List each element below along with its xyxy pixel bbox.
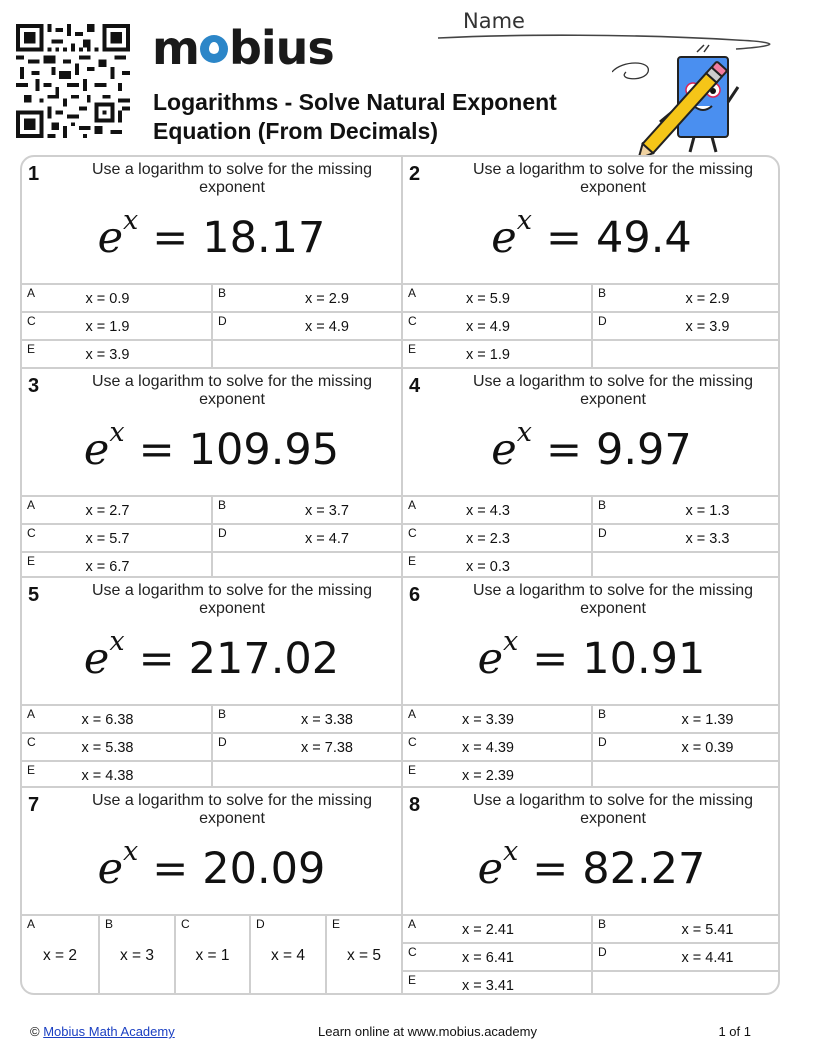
equation-value: 9.97 bbox=[595, 424, 692, 475]
option-letter: A bbox=[408, 497, 417, 512]
empty-cell bbox=[591, 760, 780, 788]
answer-option-a[interactable] bbox=[403, 914, 591, 942]
option-value: x = 4.38 bbox=[81, 768, 134, 784]
equation: $e^x = 20.09$ bbox=[97, 835, 326, 894]
option-letter: C bbox=[27, 735, 36, 749]
problem-7 bbox=[22, 786, 401, 996]
problem-2 bbox=[401, 157, 780, 367]
problem-number: 4 bbox=[409, 374, 421, 397]
answer-option-d[interactable] bbox=[249, 914, 325, 996]
problem-instruction: Use a logarithm to solve for the missing exponent bbox=[472, 582, 754, 617]
answer-option-b[interactable] bbox=[591, 704, 780, 732]
option-letter: C bbox=[408, 944, 417, 959]
option-letter: C bbox=[408, 735, 417, 749]
option-letter: A bbox=[27, 707, 36, 721]
option-letter: C bbox=[408, 314, 417, 328]
empty-cell bbox=[211, 339, 401, 367]
option-value: x = 1 bbox=[195, 946, 230, 964]
problem-number: 7 bbox=[28, 793, 40, 816]
option-letter: A bbox=[27, 497, 36, 512]
option-value: x = 4 bbox=[270, 946, 306, 964]
answer-option-e[interactable] bbox=[325, 914, 401, 996]
answer-option-a[interactable] bbox=[22, 495, 211, 523]
option-value: x = 5.7 bbox=[85, 530, 130, 547]
option-value: x = 3.9 bbox=[685, 319, 730, 335]
option-value: x = 2.9 bbox=[305, 291, 349, 307]
mascot-pencil-icon bbox=[612, 42, 742, 157]
option-value: x = 4.3 bbox=[466, 502, 510, 519]
empty-cell bbox=[211, 551, 401, 579]
footer-learn-online: Learn online at www.mobius.academy bbox=[318, 1024, 537, 1039]
option-letter: A bbox=[27, 916, 36, 931]
answer-option-b[interactable] bbox=[98, 914, 174, 996]
equation-base: e bbox=[477, 634, 504, 684]
page-title: Logarithms - Solve Natural Exponent Equation (From Decimals) bbox=[153, 89, 557, 144]
name-label: Name bbox=[463, 9, 525, 33]
equation-value: 217.02 bbox=[188, 634, 340, 684]
problem-instruction: Use a logarithm to solve for the missing exponent bbox=[91, 161, 373, 196]
problem-instruction: Use a logarithm to solve for the missing exponent bbox=[472, 372, 754, 408]
equation: $e^x = 82.27$ bbox=[477, 835, 706, 894]
option-letter: B bbox=[218, 286, 227, 300]
answer-choices bbox=[22, 914, 401, 996]
option-value: x = 3.39 bbox=[462, 712, 514, 728]
option-letter: E bbox=[408, 553, 417, 568]
answer-option-c[interactable] bbox=[403, 311, 591, 339]
problem-instruction: Use a logarithm to solve for the missing exponent bbox=[91, 791, 373, 827]
option-letter: D bbox=[598, 525, 607, 540]
answer-option-c[interactable] bbox=[174, 914, 249, 996]
answer-option-b[interactable] bbox=[591, 495, 780, 523]
option-letter: E bbox=[332, 916, 341, 931]
answer-option-b[interactable] bbox=[211, 283, 401, 311]
equation-base: e bbox=[97, 843, 124, 894]
answer-option-a[interactable] bbox=[403, 704, 591, 732]
option-value: x = 2.39 bbox=[462, 768, 514, 784]
answer-option-d[interactable] bbox=[591, 311, 780, 339]
equation-base: e bbox=[491, 213, 517, 263]
problem-number: 6 bbox=[409, 584, 421, 606]
option-letter: B bbox=[218, 497, 227, 512]
problem-instruction: Use a logarithm to solve for the missing exponent bbox=[91, 582, 373, 617]
equation-base: e bbox=[97, 213, 124, 263]
answer-option-d[interactable] bbox=[211, 311, 401, 339]
equation-exponent: x bbox=[503, 626, 519, 657]
option-value: x = 3.38 bbox=[301, 712, 353, 728]
option-letter: C bbox=[27, 314, 36, 328]
option-value: x = 3.41 bbox=[462, 977, 514, 994]
answer-option-c[interactable] bbox=[403, 732, 591, 760]
option-letter: A bbox=[408, 916, 417, 931]
option-letter: B bbox=[598, 286, 607, 300]
option-letter: D bbox=[256, 916, 265, 931]
equation-value: 109.95 bbox=[188, 424, 340, 475]
answer-option-c[interactable] bbox=[22, 732, 211, 760]
equation: $e^x = 18.17$ bbox=[97, 205, 326, 263]
equation-exponent: x bbox=[516, 416, 532, 448]
option-value: x = 6.41 bbox=[462, 949, 514, 966]
problem-instruction: Use a logarithm to solve for the missing exponent bbox=[91, 372, 373, 408]
equation: $e^x = 109.95$ bbox=[83, 416, 340, 475]
answer-option-a[interactable] bbox=[22, 283, 211, 311]
option-letter: D bbox=[598, 314, 607, 328]
answer-choices bbox=[403, 914, 780, 996]
answer-choices bbox=[403, 283, 780, 367]
option-value: x = 5 bbox=[346, 946, 382, 964]
equation-exponent: x bbox=[503, 835, 519, 867]
option-value: x = 4.7 bbox=[305, 530, 349, 547]
answer-option-c[interactable] bbox=[22, 311, 211, 339]
problem-number: 8 bbox=[409, 793, 421, 816]
option-value: x = 6.38 bbox=[81, 712, 134, 728]
option-letter: C bbox=[408, 525, 417, 540]
problem-grid bbox=[20, 155, 780, 995]
option-letter: E bbox=[27, 342, 36, 356]
equation-base: e bbox=[83, 424, 110, 475]
option-value: x = 2.3 bbox=[466, 530, 510, 547]
option-letter: E bbox=[27, 553, 36, 568]
answer-option-d[interactable] bbox=[211, 732, 401, 760]
option-letter: A bbox=[27, 286, 36, 300]
equation-exponent: x bbox=[516, 205, 532, 236]
answer-option-e[interactable] bbox=[403, 339, 591, 367]
answer-option-b[interactable] bbox=[211, 495, 401, 523]
copyright-symbol: © bbox=[30, 1024, 40, 1039]
option-value: x = 3 bbox=[119, 946, 155, 964]
equation-base: e bbox=[491, 424, 517, 475]
equation-value: 20.09 bbox=[202, 843, 326, 894]
option-value: x = 4.9 bbox=[305, 319, 349, 335]
answer-option-d[interactable] bbox=[591, 942, 780, 970]
page-number: 1 of 1 bbox=[718, 1024, 751, 1039]
mobius-logo: m bius bbox=[152, 21, 334, 75]
logo-drop-icon bbox=[200, 35, 228, 63]
option-value: x = 1.9 bbox=[466, 347, 510, 363]
option-letter: B bbox=[218, 707, 227, 721]
answer-option-d[interactable] bbox=[591, 732, 780, 760]
answer-option-e[interactable] bbox=[22, 760, 211, 788]
option-value: x = 3.3 bbox=[685, 530, 730, 547]
option-letter: D bbox=[598, 735, 607, 749]
option-value: x = 2.41 bbox=[462, 921, 514, 938]
equation-base: e bbox=[477, 843, 504, 894]
equation-exponent: x bbox=[109, 416, 125, 448]
option-letter: D bbox=[218, 735, 227, 749]
footer-copyright bbox=[30, 1024, 175, 1039]
problem-4 bbox=[401, 367, 780, 577]
option-value: x = 1.3 bbox=[685, 502, 730, 519]
equation: $e^x = 10.91$ bbox=[477, 626, 706, 684]
problem-3 bbox=[22, 367, 401, 577]
option-value: x = 0.39 bbox=[681, 740, 734, 756]
problem-5 bbox=[22, 576, 401, 786]
option-value: x = 3.7 bbox=[305, 502, 349, 519]
answer-choices bbox=[22, 495, 401, 579]
equation: $e^x = 9.97$ bbox=[491, 416, 692, 475]
problem-number: 2 bbox=[409, 163, 421, 185]
empty-cell bbox=[591, 339, 780, 367]
option-value: x = 4.39 bbox=[462, 740, 514, 756]
option-letter: B bbox=[598, 497, 607, 512]
qr-code bbox=[16, 24, 130, 138]
answer-option-b[interactable] bbox=[591, 283, 780, 311]
answer-choices bbox=[403, 704, 780, 788]
problem-number: 3 bbox=[28, 374, 40, 397]
option-letter: A bbox=[408, 286, 417, 300]
option-letter: E bbox=[27, 763, 36, 777]
option-value: x = 2 bbox=[42, 946, 78, 964]
problem-instruction: Use a logarithm to solve for the missing exponent bbox=[472, 161, 754, 196]
option-value: x = 2.7 bbox=[85, 502, 130, 519]
option-letter: C bbox=[27, 525, 36, 540]
equation-value: 49.4 bbox=[595, 213, 692, 263]
answer-option-e[interactable] bbox=[22, 551, 211, 579]
option-letter: D bbox=[598, 944, 607, 959]
option-value: x = 1.39 bbox=[681, 712, 734, 728]
answer-option-a[interactable] bbox=[403, 495, 591, 523]
option-value: x = 5.9 bbox=[466, 291, 510, 307]
answer-choices bbox=[403, 495, 780, 579]
answer-option-a[interactable] bbox=[403, 283, 591, 311]
answer-option-e[interactable] bbox=[403, 551, 591, 579]
option-value: x = 3.9 bbox=[85, 347, 130, 363]
footer-academy-link[interactable]: Mobius Math Academy bbox=[43, 1024, 175, 1039]
option-value: x = 4.9 bbox=[466, 319, 510, 335]
equation-exponent: x bbox=[109, 626, 125, 657]
option-letter: B bbox=[598, 916, 607, 931]
equation-value: 10.91 bbox=[582, 634, 706, 684]
option-letter: B bbox=[105, 916, 114, 931]
answer-choices bbox=[22, 704, 401, 788]
answer-choices bbox=[22, 283, 401, 367]
empty-cell bbox=[591, 551, 780, 579]
equation-exponent: x bbox=[123, 205, 139, 236]
equation-value: 82.27 bbox=[582, 843, 706, 894]
answer-option-d[interactable] bbox=[211, 523, 401, 551]
option-value: x = 0.3 bbox=[466, 558, 510, 575]
option-letter: E bbox=[408, 763, 417, 777]
option-value: x = 5.41 bbox=[681, 921, 734, 938]
problem-number: 1 bbox=[28, 163, 40, 185]
answer-option-a[interactable] bbox=[22, 914, 98, 996]
option-letter: D bbox=[218, 525, 227, 540]
answer-option-b[interactable] bbox=[211, 704, 401, 732]
option-value: x = 1.9 bbox=[85, 319, 130, 335]
option-letter: E bbox=[408, 972, 417, 987]
answer-option-c[interactable] bbox=[403, 942, 591, 970]
problem-instruction: Use a logarithm to solve for the missing exponent bbox=[472, 791, 754, 827]
equation-base: e bbox=[83, 634, 110, 684]
problem-number: 5 bbox=[28, 584, 40, 606]
answer-option-a[interactable] bbox=[22, 704, 211, 732]
option-value: x = 6.7 bbox=[85, 558, 130, 575]
option-letter: B bbox=[598, 707, 607, 721]
answer-option-c[interactable] bbox=[22, 523, 211, 551]
equation-exponent: x bbox=[123, 835, 139, 867]
equation-value: 18.17 bbox=[202, 213, 326, 263]
option-letter: A bbox=[408, 707, 417, 721]
option-value: x = 4.41 bbox=[681, 949, 734, 966]
equation: $e^x = 49.4$ bbox=[491, 205, 692, 263]
answer-option-e[interactable] bbox=[403, 760, 591, 788]
answer-option-d[interactable] bbox=[591, 523, 780, 551]
answer-option-e[interactable] bbox=[403, 970, 591, 996]
empty-cell bbox=[211, 760, 401, 788]
answer-option-c[interactable] bbox=[403, 523, 591, 551]
option-value: x = 5.38 bbox=[81, 740, 134, 756]
problem-8 bbox=[401, 786, 780, 996]
option-value: x = 7.38 bbox=[301, 740, 353, 756]
empty-cell bbox=[591, 970, 780, 996]
answer-option-b[interactable] bbox=[591, 914, 780, 942]
answer-option-e[interactable] bbox=[22, 339, 211, 367]
equation: $e^x = 217.02$ bbox=[83, 626, 340, 684]
problem-1 bbox=[22, 157, 401, 367]
problem-6 bbox=[401, 576, 780, 786]
option-letter: E bbox=[408, 342, 417, 356]
option-letter: C bbox=[181, 916, 190, 931]
option-value: x = 2.9 bbox=[685, 291, 730, 307]
option-value: x = 0.9 bbox=[85, 291, 130, 307]
option-letter: D bbox=[218, 314, 227, 328]
